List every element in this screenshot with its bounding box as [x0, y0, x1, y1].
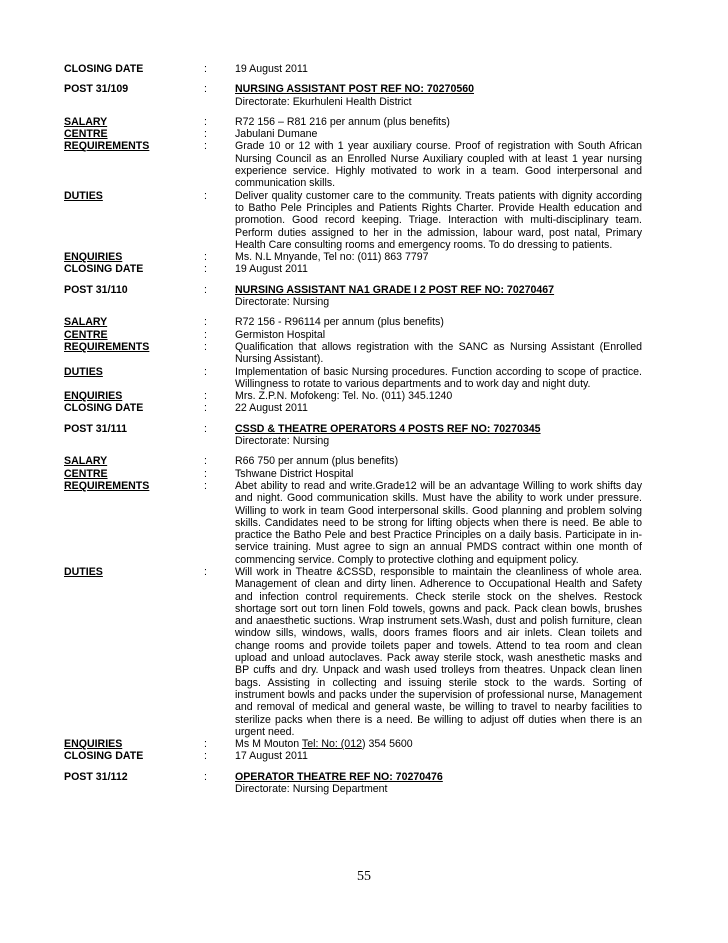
- closing-date-row: CLOSING DATE : 22 August 2011: [64, 402, 642, 414]
- field-value: 22 August 2011: [235, 402, 308, 415]
- field-label: CENTRE: [64, 328, 108, 341]
- enquiries-row: ENQUIRIES : Ms M Mouton Tel: No: (012) 354 5600: [64, 738, 642, 750]
- post-title: OPERATOR THEATRE REF NO: 70270476: [235, 770, 443, 783]
- field-label: SALARY: [64, 455, 108, 468]
- requirements-row: REQUIREMENTS : Qualification that allows registration with the SANC as Nursing Assistant (Enrolled Nursing Assistant).: [64, 340, 642, 366]
- post-number: POST 31/109: [64, 83, 129, 96]
- field-value: Grade 10 or 12 with 1 year auxiliary course. Proof of registration with South African Nursing Council as an Enrolled Nurse Auxiliary coupled with at least 1 year nursing experience service. Highly motivated to work in a team. Good interpersonal and communication skills.: [235, 140, 642, 190]
- field-value: Implementation of basic Nursing procedures. Function according to scope of practice. Willingness to rotate to various departments and to work day and night duty.: [235, 365, 642, 390]
- field-label: DUTIES: [64, 365, 103, 378]
- field-value: 19 August 2011: [235, 63, 308, 75]
- field-value: Germiston Hospital: [235, 328, 326, 341]
- requirements-row: REQUIREMENTS : Grade 10 or 12 with 1 year auxiliary course. Proof of registration with South African Nursing Council as an Enrolled Nurse Auxiliary coupled with at least 1 year nursing experience service. Highly motivated to work in a team. Good interpersonal and communication skills.: [64, 140, 642, 190]
- centre-row: CENTRE : Germiston Hospital: [64, 329, 642, 341]
- field-value: Will work in Theatre &CSSD, responsible to maintain the cleanliness of whole area. Management of clean and dirty linen. Adherence to Occupational Health and Safety and infection control requirements. Check sterile stock on the shelves. Restock shortage sort out torn linen Fold towels, gowns and pack. Pack clean bowls, brushes and anaesthetic suctions. Wrap instrument sets.Wash, dust and polish furniture, clean window sills, windows, walls, doors frames floors and air inlets. Clean toilets and change rooms and provide toilets paper and towels. Attend to tea room and clean upload and unload autoclaves. Pack away sterile stock, wash anesthetic masks and BP cuffs and dry. Unpack and wash used trolleys from theatres. Unpack clean linen bags. Assisting in collecting and issuing sterile stock to the wards. Sorting of instrument bowls and packs under the supervision of professional nurse, Management and removal of medical and general waste, be willing to travel to nearby facilities to sterilize packs when there is a need. Be willing to adjust off duties when there is an urgent need.: [235, 565, 642, 738]
- field-label: CLOSING DATE: [64, 750, 144, 763]
- post-title: NURSING ASSISTANT POST REF NO: 70270560: [235, 83, 475, 96]
- field-label: ENQUIRIES: [64, 738, 123, 751]
- field-label: DUTIES: [64, 565, 103, 578]
- post-number: POST 31/110: [64, 283, 128, 296]
- post-header: POST 31/109 : NURSING ASSISTANT POST REF NO: 70270560 Directorate: Ekurhuleni Health District: [64, 83, 642, 108]
- field-label: ENQUIRIES: [64, 390, 123, 403]
- field-value: Qualification that allows registration with the SANC as Nursing Assistant (Enrolled Nursing Assistant).: [235, 340, 642, 366]
- field-label: REQUIREMENTS: [64, 340, 150, 353]
- duties-row: DUTIES : Deliver quality customer care to the community. Treats patients with dignity according to Batho Pele Principles and Patients Rights Charter. Provide Health education and promotion. Good record keeping. Triage. Interaction with multi-disciplinary team. Perform duties assigned to her in the admission, labour ward, post natal, Primary Health Care consulting rooms and emergency rooms. To do dressing to patients.: [64, 189, 642, 251]
- post-header: POST 31/110 : NURSING ASSISTANT NA1 GRADE I 2 POST REF NO: 70270467 Directorate: Nursing: [64, 284, 642, 309]
- enquiries-row: ENQUIRIES : Mrs. Z.P.N. Mofokeng: Tel. No. (011) 345.1240: [64, 390, 642, 402]
- phone-link[interactable]: Tel: No: (012: [301, 738, 362, 751]
- field-value: Ms. N.L Mnyande, Tel no: (011) 863 7797: [235, 251, 429, 264]
- field-label: CENTRE: [64, 128, 108, 141]
- field-label: REQUIREMENTS: [64, 140, 150, 153]
- field-value: Mrs. Z.P.N. Mofokeng: Tel. No. (011) 345.1240: [235, 390, 453, 403]
- field-value: 17 August 2011: [235, 750, 308, 763]
- field-label: CLOSING DATE: [64, 63, 144, 75]
- post-directorate: Directorate: Nursing: [235, 435, 330, 448]
- salary-row: SALARY : R72 156 – R81 216 per annum (plus benefits): [64, 116, 642, 128]
- field-label: REQUIREMENTS: [64, 479, 150, 492]
- field-label: ENQUIRIES: [64, 251, 123, 264]
- field-label: CLOSING DATE: [64, 263, 144, 276]
- document-body: [64, 63, 642, 795]
- field-label: SALARY: [64, 316, 108, 329]
- field-label: CLOSING DATE: [64, 402, 144, 415]
- field-value: Ms M Mouton Tel: No: (012) 354 5600: [235, 738, 413, 751]
- post-directorate: Directorate: Nursing: [235, 296, 330, 309]
- closing-date-row: CLOSING DATE : 19 August 2011: [64, 263, 642, 275]
- centre-row: CENTRE : Jabulani Dumane: [64, 128, 642, 140]
- field-value: Deliver quality customer care to the community. Treats patients with dignity according to Batho Pele Principles and Patients Rights Charter. Provide Health education and promotion. Good record keeping. Triage. Interaction with multi-disciplinary team. Perform duties assigned to her in the admission, labour ward, post natal, Primary Health Care consulting rooms and emergency rooms. To do dressing to patients.: [235, 189, 642, 251]
- salary-row: SALARY : R72 156 - R96114 per annum (plus benefits): [64, 316, 642, 328]
- salary-row: SALARY : R66 750 per annum (plus benefits): [64, 455, 642, 467]
- closing-date-row: CLOSING DATE : 17 August 2011: [64, 750, 642, 762]
- post-header: POST 31/112 : OPERATOR THEATRE REF NO: 70270476 Directorate: Nursing Department: [64, 771, 642, 796]
- duties-row: DUTIES : Will work in Theatre &CSSD, responsible to maintain the cleanliness of whole area. Management of clean and dirty linen. Adherence to Occupational Health and Safety and infection control requirements. Check sterile stock on the shelves. Restock shortage sort out torn linen Fold towels, gowns and pack. Pack clean bowls, brushes and anaesthetic suctions. Wrap instrument sets.Wash, dust and polish furniture, clean window sills, windows, walls, doors frames floors and air inlets. Clean toilets and change rooms and provide toilets paper and towels. Attend to tea room and clean upload and unload autoclaves. Pack away sterile stock, wash anesthetic masks and BP cuffs and dry. Unpack and wash used trolleys from theatres. Unpack clean linen bags. Assisting in collecting and issuing sterile stock to the wards. Sorting of instrument bowls and packs under the supervision of professional nurse, Management and removal of medical and general waste, be willing to travel to nearby facilities to sterilize packs when there is a need. Be willing to adjust off duties when there is an urgent need.: [64, 565, 642, 738]
- enquiries-row: ENQUIRIES : Ms. N.L Mnyande, Tel no: (011) 863 7797: [64, 251, 642, 263]
- field-value: Jabulani Dumane: [235, 128, 318, 141]
- centre-row: CENTRE : Tshwane District Hospital: [64, 468, 642, 480]
- requirements-row: REQUIREMENTS : Abet ability to read and write.Grade12 will be an advantage Willing to work shifts day and night. Good communication skills. Must have the ability to work under pressure. Willing to work in team Good interpersonal skills. Good planning and problem solving skills. Candidates need to be strong for lifting objects when there is need. Be able to practice the Batho Pele and best Practice Principles on a daily basis. Participate in in-service training. Must agree to sign an annual PMDS contract within one month of commencing service. Comply to protective clothing and equipment policy.: [64, 479, 642, 566]
- field-label: CENTRE: [64, 467, 108, 480]
- post-header: POST 31/111 : CSSD & THEATRE OPERATORS 4 POSTS REF NO: 70270345 Directorate: Nursing: [64, 423, 642, 448]
- field-value: R72 156 – R81 216 per annum (plus benefits): [235, 115, 450, 128]
- field-label: DUTIES: [64, 189, 103, 202]
- page-number: 55: [357, 869, 371, 884]
- post-number: POST 31/112: [64, 770, 128, 783]
- post-title: NURSING ASSISTANT NA1 GRADE I 2 POST REF NO: 70270467: [235, 283, 555, 296]
- field-value: R66 750 per annum (plus benefits): [235, 455, 399, 468]
- field-value: R72 156 - R96114 per annum (plus benefits): [235, 316, 444, 329]
- duties-row: DUTIES : Implementation of basic Nursing procedures. Function according to scope of practice. Willingness to rotate to various departments and to work day and night duty.: [64, 365, 642, 390]
- post-directorate: Directorate: Nursing Department: [235, 783, 388, 796]
- closing-date-row: CLOSING DATE : 19 August 2011: [64, 63, 642, 75]
- field-value: 19 August 2011: [235, 263, 308, 276]
- post-directorate: Directorate: Ekurhuleni Health District: [235, 95, 412, 108]
- post-number: POST 31/111: [64, 422, 128, 435]
- post-title: CSSD & THEATRE OPERATORS 4 POSTS REF NO: 70270345: [235, 422, 541, 435]
- field-value: Tshwane District Hospital: [235, 467, 354, 480]
- field-value: Abet ability to read and write.Grade12 will be an advantage Willing to work shifts day and night. Good communication skills. Must have the ability to work under pressure. Willing to work in team Good interpersonal skills. Good planning and problem solving skills. Candidates need to be strong for lifting objects when there is need. Be able to practice the Batho Pele and best Practice Principles on a daily basis. Participate in in-service training. Must agree to sign an annual PMDS contract within one month of commencing service. Comply to protective clothing and equipment policy.: [235, 479, 642, 566]
- field-label: SALARY: [64, 115, 108, 128]
